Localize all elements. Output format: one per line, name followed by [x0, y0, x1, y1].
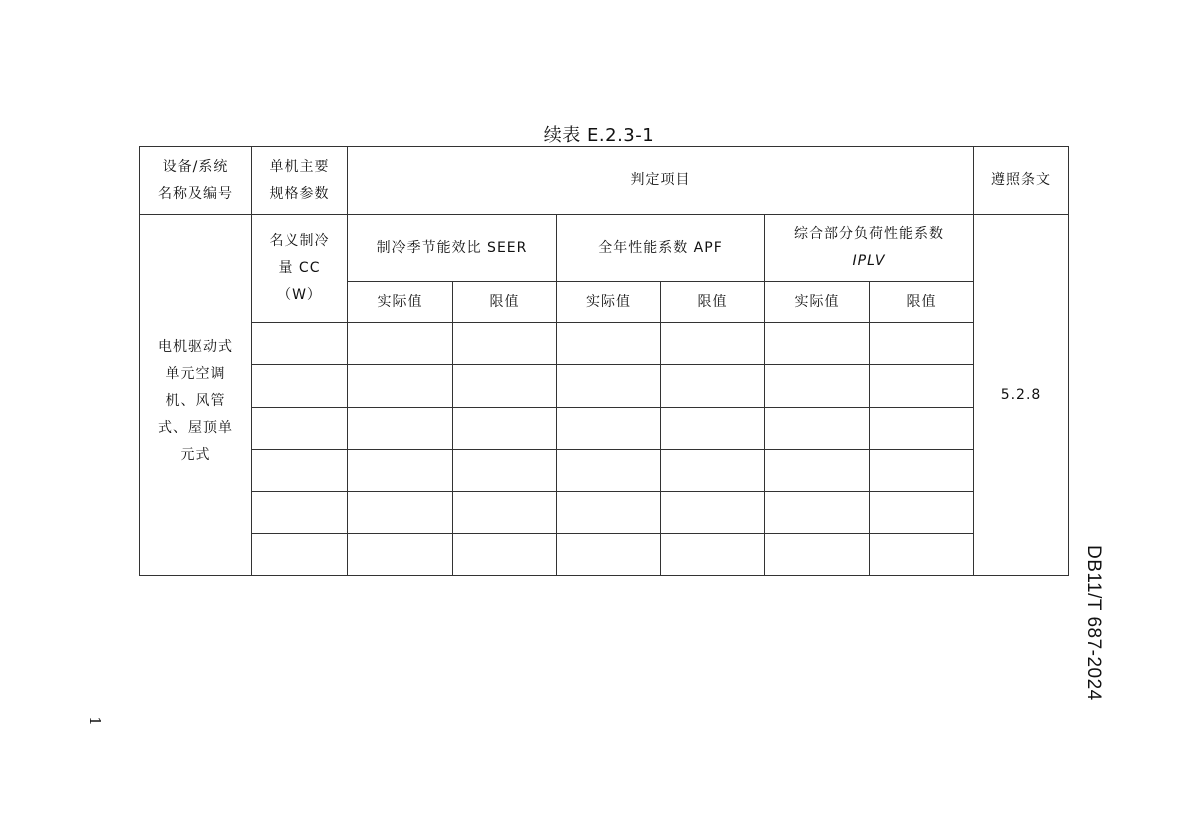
data-cell[interactable]: [453, 365, 557, 408]
table-row: [140, 492, 1069, 534]
data-cell[interactable]: [453, 323, 557, 365]
header-judgement: 判定项目: [348, 147, 974, 215]
device-name-cell: 电机驱动式 单元空调 机、风管 式、屋顶单 元式: [140, 215, 252, 576]
page-number: 1: [86, 716, 104, 726]
data-cell[interactable]: [453, 492, 557, 534]
data-cell[interactable]: [453, 534, 557, 576]
data-cell[interactable]: [453, 408, 557, 450]
data-cell[interactable]: [765, 534, 870, 576]
header-device: 设备/系统 名称及编号: [140, 147, 252, 215]
data-cell[interactable]: [557, 534, 661, 576]
data-cell[interactable]: [870, 365, 974, 408]
data-cell[interactable]: [765, 408, 870, 450]
data-cell[interactable]: [557, 323, 661, 365]
table-caption: 续表 E.2.3-1: [543, 125, 655, 146]
data-cell[interactable]: [348, 534, 453, 576]
header-seer-limit: 限值: [453, 282, 557, 323]
data-cell[interactable]: [765, 450, 870, 492]
header-iplv-limit: 限值: [870, 282, 974, 323]
data-cell[interactable]: [252, 450, 348, 492]
data-cell[interactable]: [661, 492, 765, 534]
header-clause: 遵照条文: [974, 147, 1069, 215]
data-cell[interactable]: [870, 450, 974, 492]
data-cell[interactable]: [252, 408, 348, 450]
header-spec: 单机主要 规格参数: [252, 147, 348, 215]
data-cell[interactable]: [870, 492, 974, 534]
data-cell[interactable]: [557, 492, 661, 534]
table-row: [140, 408, 1069, 450]
header-apf-limit: 限值: [661, 282, 765, 323]
header-apf-actual: 实际值: [557, 282, 661, 323]
data-cell[interactable]: [348, 408, 453, 450]
data-cell[interactable]: [661, 323, 765, 365]
header-cooling-capacity: 名义制冷 量 CC （W）: [252, 215, 348, 323]
data-cell[interactable]: [252, 323, 348, 365]
table-row: [140, 365, 1069, 408]
data-cell[interactable]: [252, 534, 348, 576]
data-cell[interactable]: [661, 408, 765, 450]
data-cell[interactable]: [765, 492, 870, 534]
data-cell[interactable]: [348, 365, 453, 408]
table-row: [140, 450, 1069, 492]
table-row: [140, 323, 1069, 365]
data-cell[interactable]: [348, 450, 453, 492]
clause-cell: 5.2.8: [974, 215, 1069, 576]
data-cell[interactable]: [557, 450, 661, 492]
table-row: [140, 534, 1069, 576]
data-cell[interactable]: [661, 365, 765, 408]
header-iplv: 综合部分负荷性能系数 IPLV: [765, 215, 974, 282]
data-cell[interactable]: [870, 408, 974, 450]
data-cell[interactable]: [870, 323, 974, 365]
header-iplv-actual: 实际值: [765, 282, 870, 323]
data-cell[interactable]: [765, 323, 870, 365]
header-seer-actual: 实际值: [348, 282, 453, 323]
standard-code: DB11/T 687-2024: [1083, 545, 1104, 701]
data-cell[interactable]: [348, 492, 453, 534]
header-seer: 制冷季节能效比 SEER: [348, 215, 557, 282]
data-cell[interactable]: [870, 534, 974, 576]
data-cell[interactable]: [557, 365, 661, 408]
header-apf: 全年性能系数 APF: [557, 215, 765, 282]
data-cell[interactable]: [252, 365, 348, 408]
data-cell[interactable]: [661, 534, 765, 576]
data-cell[interactable]: [661, 450, 765, 492]
data-cell[interactable]: [765, 365, 870, 408]
data-cell[interactable]: [348, 323, 453, 365]
inspection-table: [139, 146, 1069, 576]
data-cell[interactable]: [557, 408, 661, 450]
data-cell[interactable]: [252, 492, 348, 534]
data-cell[interactable]: [453, 450, 557, 492]
